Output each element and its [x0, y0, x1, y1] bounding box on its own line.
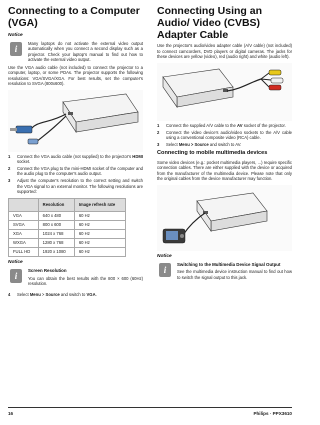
notice-text: You can obtain the best results with the 800 × 600 (60Hz) resolution.	[28, 275, 143, 287]
notice-text: See the multimedia device instruction manual to find out how to switch the signal output to this jack.	[177, 269, 292, 280]
av-steps-list	[157, 123, 292, 148]
section-title-vga: Connecting to a Computer (VGA)	[8, 5, 140, 29]
table-header-refresh: Image refresh rate	[74, 198, 125, 211]
list-item: 4 Select Menu > Source and switch to VGA.	[8, 291, 97, 297]
list-item: 3 Adjust the computer's resolution to the correct setting and switch the VGA signal to an external monitor. The following resolutions are supported:	[8, 178, 143, 195]
manual-page	[8, 6, 292, 418]
vga-intro-paragraph: Use the VGA audio cable (not included) to connect the projector to a computer, laptop, or some PDAs. The projector supports the following resolutions: VGA/SVGA/XGA. For best results, set the computer's resolution to SVGA (800x600).	[8, 64, 143, 87]
mobile-cable-drawing	[157, 185, 292, 251]
resolution-table	[8, 198, 126, 257]
vga-cable-drawing	[8, 90, 143, 152]
list-item: 2 Connect the video device's audio/video sockets to the A/V cable using a conventional composite video (RCA) cable.	[157, 129, 292, 141]
list-item: 1 Connect the VGA audio cable (not supplied) to the projector's HDMI socket.	[8, 153, 143, 164]
vga-steps-list	[8, 154, 143, 195]
section-title-av: Connecting Using an Audio/ Video (CVBS) Adapter Cable	[157, 5, 262, 41]
page-number: 16	[8, 411, 14, 416]
table-row: XGA 1024 x 768 60 Hz	[9, 229, 126, 238]
subheading-mobile-devices: Connecting to mobile multimedia devices	[157, 150, 268, 157]
mobile-device-illustration	[157, 185, 292, 251]
page-footer	[8, 407, 292, 419]
av-intro-paragraph: Use the projector's audio/video adapter cable (A/V cable) (not included) to connect camcorders, DVD players or digital cameras. The jacks for these devices are yellow (video), red (audio right) and white (audio left).	[157, 43, 292, 60]
notice-label: Notice	[157, 253, 172, 259]
vga-connection-illustration	[8, 90, 143, 152]
notice-title: Switching to the Multimedia Device Signal Output	[177, 261, 281, 267]
footer-brand: Philips · PPX3610	[253, 411, 292, 416]
table-header	[9, 198, 39, 211]
vga-final-step	[8, 292, 143, 297]
list-item: 2 Connect the VGA plug to the mini-HDMI socket of the computer and the audio plug to the computer's audio output.	[8, 165, 143, 177]
list-item: 1 Connect the supplied A/V cable to the AV socket of the projector.	[157, 122, 286, 128]
av-cable-drawing	[157, 63, 292, 121]
left-column	[8, 6, 143, 297]
notice-label: Notice	[8, 32, 23, 38]
info-icon: i	[10, 269, 22, 283]
av-connection-illustration	[157, 63, 292, 121]
list-item: 3 Select Menu > Source and switch to AV.	[157, 141, 242, 147]
notice-signal-output	[157, 262, 292, 284]
table-header-resolution: Resolution	[38, 198, 74, 211]
notice-text: Many laptops do not activate the external video output automatically when you connect a second display such as a projector. Check your laptop's manual to find out how to activate the external video output.	[28, 40, 143, 63]
table-row: FULL HD 1920 x 1080 60 Hz	[9, 247, 126, 256]
notice-screen-resolution	[8, 268, 143, 290]
notice-laptop-output	[8, 41, 143, 63]
table-row: VGA 640 x 480 60 Hz	[9, 211, 126, 220]
notice-label: Notice	[8, 259, 23, 265]
info-icon: i	[159, 263, 171, 277]
table-row: WXGA 1280 x 768 60 Hz	[9, 238, 126, 247]
right-column	[157, 6, 292, 284]
notice-title: Screen Resolution	[28, 267, 67, 273]
info-icon: i	[10, 42, 22, 56]
mobile-devices-paragraph: Some video devices (e.g.: pocket multimedia players, ...) require specific connection cables. There are either supplied with the device or acquired from the manufacturer of the multimedia device. Please note that only the original cables from the device manufacturer may function.	[157, 159, 292, 182]
table-row: SVGA 800 x 600 60 Hz	[9, 220, 126, 229]
